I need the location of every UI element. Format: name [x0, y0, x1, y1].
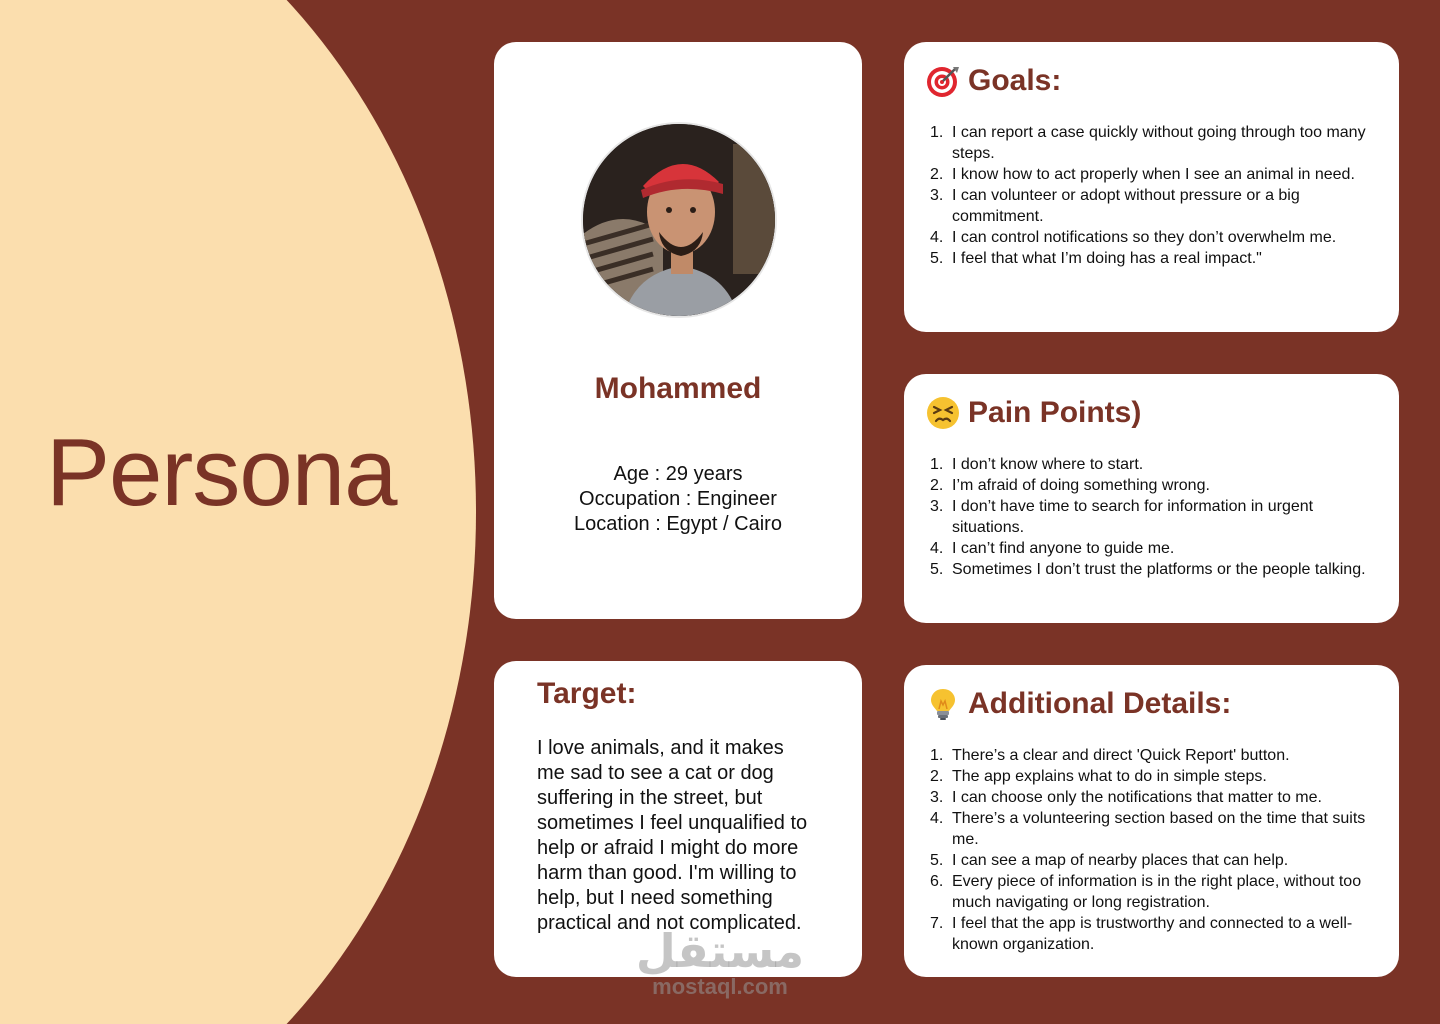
watermark-latin: mostaql.com: [652, 974, 788, 999]
additional-details-heading: Additional Details:: [968, 687, 1232, 720]
goals-heading-row: [926, 64, 1061, 98]
pain-points-heading-row: [926, 396, 1141, 430]
lightbulb-icon: [926, 687, 960, 721]
pain-points-heading: Pain Points): [968, 396, 1142, 429]
goals-heading: Goals:: [968, 64, 1062, 97]
target-text: I love animals, and it makes me sad to see a cat or dog suffering in the street, but sometimes I feel unqualified to help or afraid I might do more harm than good. I'm willing to help, but I need something practical and not complicated.: [537, 737, 808, 934]
occupation-line: Occupation : Engineer: [579, 488, 777, 510]
pain-points-list: [930, 454, 1379, 580]
additional-details-heading-row: [926, 687, 1231, 721]
list-item: 2. I’m afraid of doing something wrong.: [930, 477, 1210, 494]
list-item: 3. I can choose only the notifications that matter to me.: [930, 789, 1322, 806]
list-item: 2. The app explains what to do in simple steps.: [930, 768, 1267, 785]
list-item: 4. There’s a volunteering section based on the time that suits me.: [930, 810, 1366, 848]
list-item: 1. I don’t know where to start.: [930, 456, 1144, 473]
list-item: 3. I don’t have time to search for information in urgent situations.: [930, 498, 1314, 536]
additional-details-list: [930, 745, 1379, 955]
profile-card: [494, 42, 862, 619]
location-line: Location : Egypt / Cairo: [574, 513, 782, 535]
list-item: 7. I feel that the app is trustworthy and connected to a well-known organization.: [930, 915, 1353, 953]
list-item: 5. I can see a map of nearby places that can help.: [930, 852, 1289, 869]
goals-card: [904, 42, 1399, 332]
age-line: Age : 29 years: [613, 463, 743, 485]
page-title: Persona: [46, 419, 397, 526]
list-item: 3. I can volunteer or adopt without pressure or a big commitment.: [930, 187, 1300, 225]
list-item: 1. There’s a clear and direct 'Quick Report' button.: [930, 747, 1290, 764]
pain-points-card: [904, 374, 1399, 623]
list-item: 5. I feel that what I’m doing has a real impact.": [930, 250, 1262, 267]
watermark-arabic: مستقل: [635, 925, 805, 977]
list-item: 4. I can control notifications so they don’t overwhelm me.: [930, 229, 1337, 246]
goals-list: [930, 122, 1379, 269]
watermark: [620, 925, 820, 1000]
avatar-photo: [583, 124, 777, 318]
target-heading: Target:: [537, 677, 637, 710]
avatar: [581, 122, 777, 318]
persevering-face-icon: [926, 396, 960, 430]
list-item: 1. I can report a case quickly without going through too many steps.: [930, 124, 1366, 162]
list-item: 6. Every piece of information is in the right place, without too much navigating or long registration.: [930, 873, 1362, 911]
target-icon: [926, 64, 960, 98]
list-item: 2. I know how to act properly when I see an animal in need.: [930, 166, 1355, 183]
additional-details-card: [904, 665, 1399, 977]
persona-name: Mohammed: [594, 372, 762, 405]
persona-info: [494, 462, 862, 537]
list-item: 5. Sometimes I don’t trust the platforms or the people talking.: [930, 561, 1366, 578]
list-item: 4. I can’t find anyone to guide me.: [930, 540, 1175, 557]
